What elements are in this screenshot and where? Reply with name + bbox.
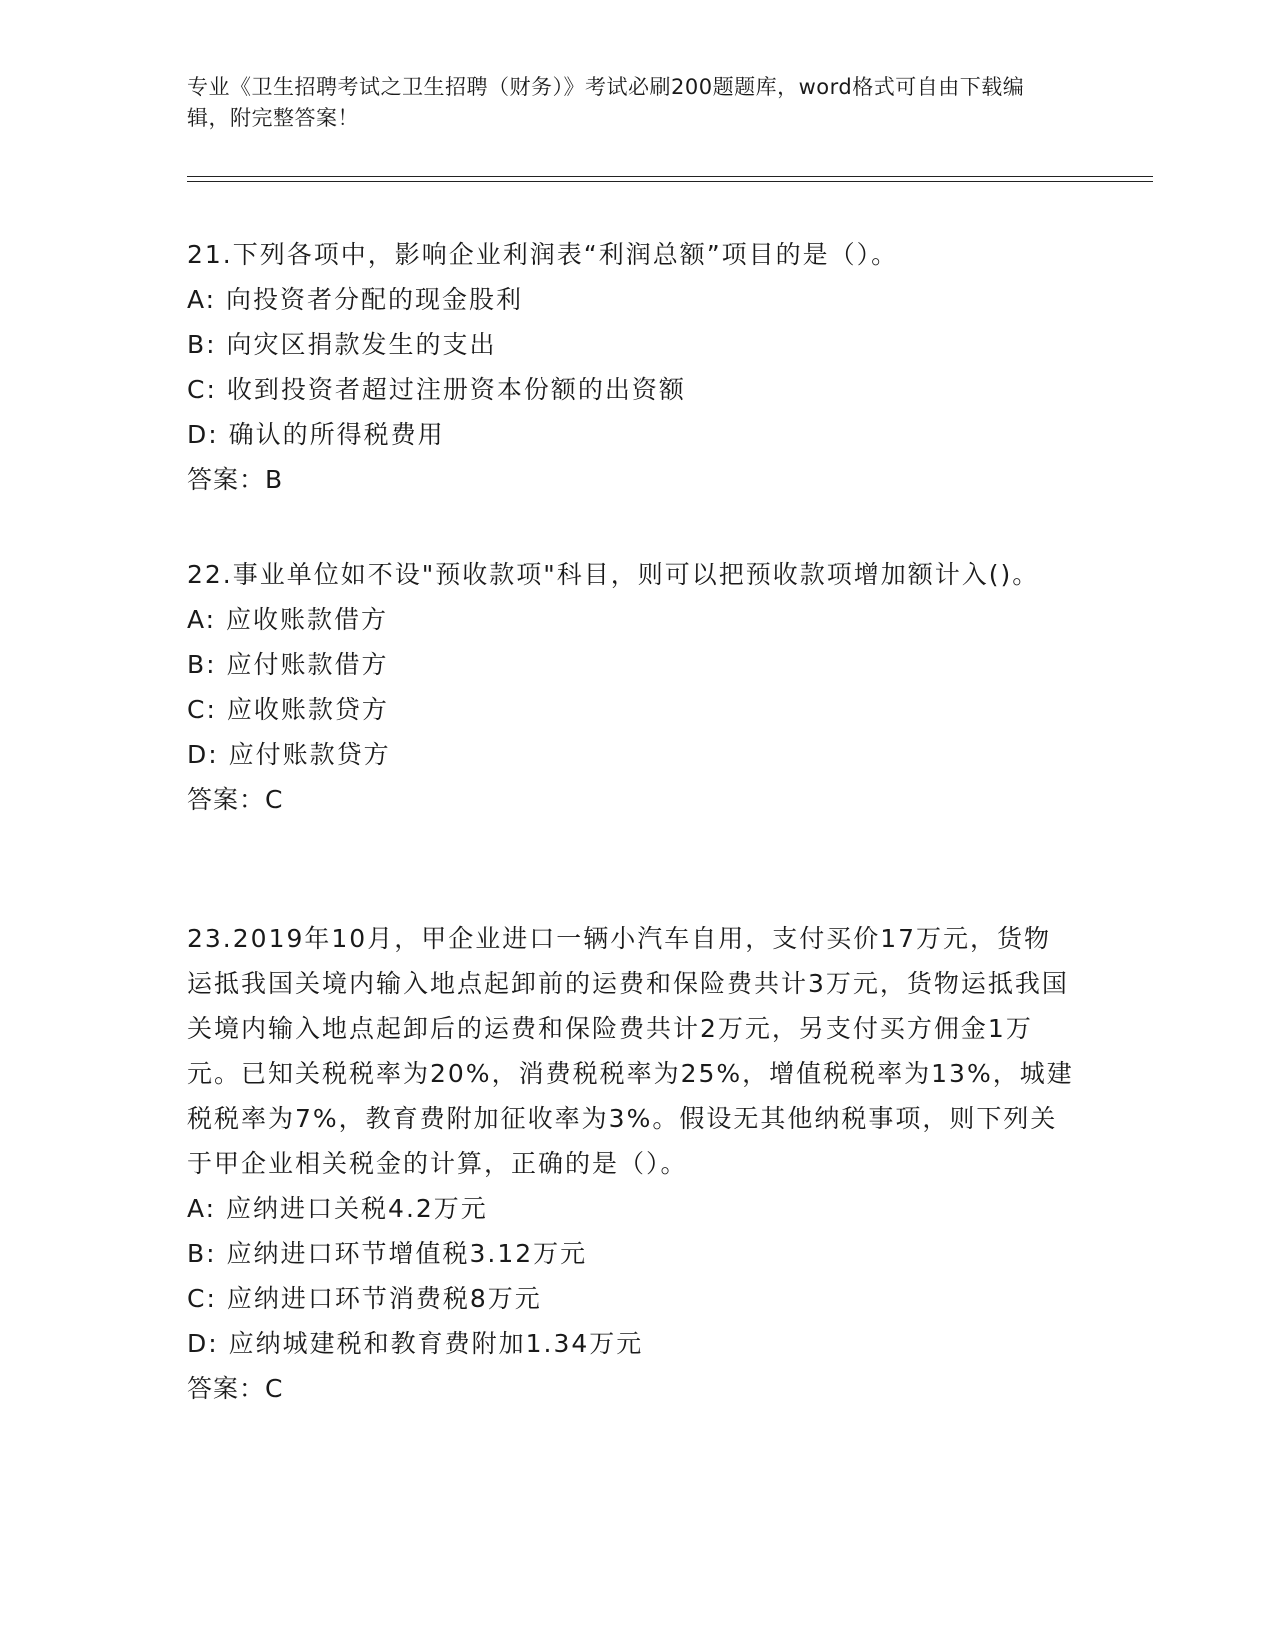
question-21 (187, 232, 1077, 502)
option-d: D: 应纳城建税和教育费附加1.34万元 (187, 1329, 644, 1358)
option-b: B: 应付账款借方 (187, 650, 389, 679)
question-stem: 22.事业单位如不设"预收款项"科目，则可以把预收款项增加额计入()。 (187, 560, 1040, 589)
answer: 答案：B (187, 465, 284, 494)
question-22 (187, 552, 1077, 822)
question-stem: 23.2019年10月，甲企业进口一辆小汽车自用，支付买价17万元，货物运抵我国关境内输入地点起卸前的运费和保险费共计3万元，货物运抵我国关境内输入地点起卸后的运费和保险费共计2万元，另支付买方佣金1万元。已知关税税率为20%，消费税税率为25%，增值税税率为13%，城建税税率为7%，教育费附加征收率为3%。假设无其他纳税事项，则下列关于甲企业相关税金的计算，正确的是（）。 (187, 924, 1074, 1178)
question-23 (187, 916, 1077, 1411)
option-b: B: 应纳进口环节增值税3.12万元 (187, 1239, 588, 1268)
option-c: C: 收到投资者超过注册资本份额的出资额 (187, 375, 686, 404)
option-a: A: 应纳进口关税4.2万元 (187, 1194, 488, 1223)
header-divider-bottom (187, 181, 1153, 182)
document-header: 专业《卫生招聘考试之卫生招聘（财务）》考试必刷200题题库，word格式可自由下载编辑，附完整答案！ (187, 75, 1025, 130)
answer: 答案：C (187, 785, 284, 814)
option-c: C: 应收账款贷方 (187, 695, 389, 724)
header-divider-top (187, 176, 1153, 177)
option-b: B: 向灾区捐款发生的支出 (187, 330, 497, 359)
question-stem: 21.下列各项中，影响企业利润表“利润总额”项目的是（）。 (187, 240, 899, 269)
option-d: D: 应付账款贷方 (187, 740, 391, 769)
answer: 答案：C (187, 1374, 284, 1403)
option-a: A: 应收账款借方 (187, 605, 389, 634)
option-d: D: 确认的所得税费用 (187, 420, 445, 449)
option-a: A: 向投资者分配的现金股利 (187, 285, 524, 314)
option-c: C: 应纳进口环节消费税8万元 (187, 1284, 542, 1313)
